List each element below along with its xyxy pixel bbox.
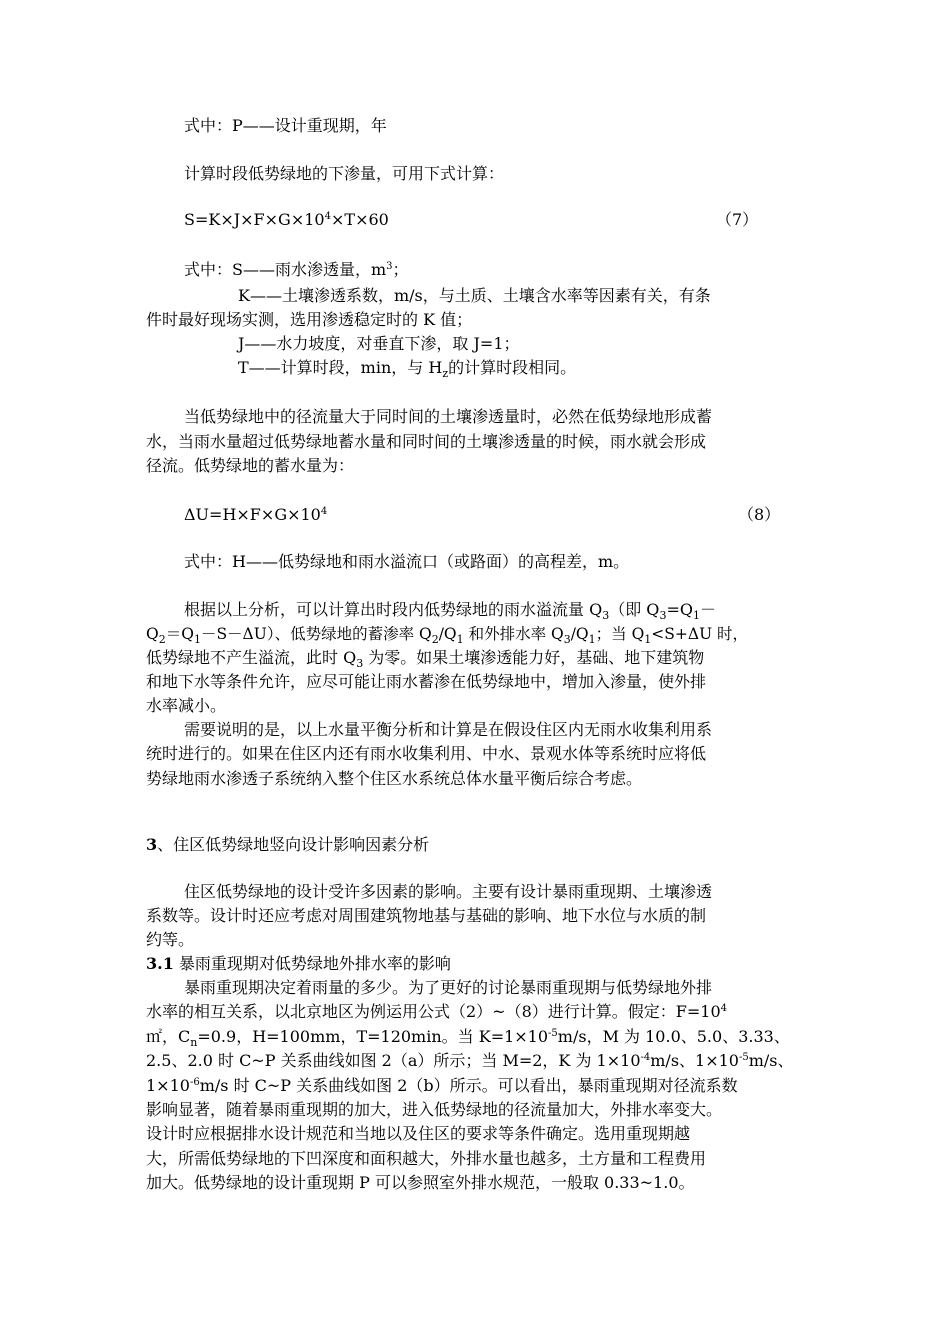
- text-line: 水，当雨水量超过低势绿地蓄水量和同时间的土壤渗透量的时候，雨水就会形成: [146, 432, 707, 451]
- text-line: 低势绿地不产生溢流，此时 $Q_3$ 为零。如果土壤渗透能力好，基础、地下建筑物: [146, 648, 705, 670]
- equation-number: （8）: [738, 505, 781, 524]
- text-line: 系数等。设计时还应考虑对周围建筑物地基与基础的影响、地下水位与水质的制: [146, 906, 707, 925]
- text-line: 式中：H——低势绿地和雨水溢流口（或路面）的高程差，m。: [184, 552, 630, 571]
- text-line: 式中：S——雨水渗透量，$m^3$；: [184, 260, 409, 279]
- text-line: 大，所需低势绿地的下凹深度和面积越大，外排水量也越多，土方量和工程费用: [146, 1149, 707, 1168]
- text-line: 影响显著，随着暴雨重现期的加大，进入低势绿地的径流量加大，外排水率变大。: [146, 1100, 723, 1119]
- text-line: 件时最好现场实测，选用渗透稳定时的 K 值；: [146, 310, 473, 329]
- text-line: 计算时段低势绿地的下渗量，可用下式计算：: [184, 164, 505, 183]
- text-line: 暴雨重现期决定着雨量的多少。为了更好的讨论暴雨重现期与低势绿地外排: [184, 978, 713, 997]
- text-line: 需要说明的是，以上水量平衡分析和计算是在假设住区内无雨水收集利用系: [184, 720, 713, 739]
- text-line: 设计时应根据排水设计规范和当地以及住区的要求等条件确定。选用重现期越: [146, 1124, 691, 1143]
- text-line: $1\times 10^{-6}m/s$ 时 C~P 关系曲线如图 2（b）所示。可以看出，暴雨重现期对径流系数: [146, 1076, 738, 1095]
- text-line: ㎡，$C_n=0.9$，H=100mm，T=120min。当 $K=1\times 10^{-5}m/s$，M 为 10.0、5.0、3.33、: [146, 1027, 790, 1049]
- text-line: T——计算时段，min，与 $H_z$的计算时段相同。: [238, 358, 577, 380]
- text-line: 势绿地雨水渗透子系统纳入整个住区水系统总体水量平衡后综合考虑。: [146, 769, 643, 788]
- text-line: 和地下水等条件允许，应尽可能让雨水蓄渗在低势绿地中，增加入渗量，使外排: [146, 672, 707, 691]
- formula-7: $S=K\times J\times F\times G\times 10^4\times T\times 60$: [184, 210, 389, 229]
- text-line: 水率减小。: [146, 696, 227, 715]
- text-line: 约等。: [146, 930, 195, 949]
- formula-8: $\Delta U=H\times F\times G\times 10^4$: [184, 505, 328, 524]
- text-line: 径流。低势绿地的蓄水量为：: [146, 456, 355, 475]
- text-line: 2.5、2.0 时 C~P 关系曲线如图 2（a）所示；当 M=2，K 为 $1\times 10^{-4}m/s$、$1\times 10^{-5}m/s$、: [146, 1051, 794, 1070]
- equation-number: （7）: [716, 210, 759, 229]
- text-line: J——水力坡度，对垂直下渗，取 J=1；: [238, 334, 520, 353]
- text-line: 加大。低势绿地的设计重现期 P 可以参照室外排水规范，一般取 0.33~1.0。: [146, 1173, 695, 1192]
- text-line: 住区低势绿地的设计受许多因素的影响。主要有设计暴雨重现期、土壤渗透: [184, 882, 713, 901]
- text-line: 根据以上分析，可以计算出时段内低势绿地的雨水溢流量 $Q_3$（即 $Q_3=Q_1-$: [184, 600, 716, 622]
- subsection-heading: 3.1 暴雨重现期对低势绿地外排水率的影响: [146, 954, 451, 973]
- text-line: $Q_2=Q_1-S-\Delta U$）、低势绿地的蓄渗率 $Q_2/Q_1$ 和外排水率 $Q_3/Q_1$；当 $Q_1<S+\Delta U$ 时，: [146, 625, 749, 646]
- section-heading: 3、住区低势绿地竖向设计影响因素分析: [146, 835, 430, 854]
- text-line: 统时进行的。如果在住区内还有雨水收集利用、中水、景观水体等系统时应将低: [146, 744, 707, 763]
- text-line: 水率的相互关系，以北京地区为例运用公式（2）~（8）进行计算。假定：$F=10^4$: [146, 1002, 728, 1021]
- text-line: 当低势绿地中的径流量大于同时间的土壤渗透量时，必然在低势绿地形成蓄: [184, 407, 713, 426]
- text-line: 式中：P——设计重现期，年: [184, 116, 387, 135]
- text-line: K——土壤渗透系数，m/s，与土质、土壤含水率等因素有关，有条: [238, 286, 711, 305]
